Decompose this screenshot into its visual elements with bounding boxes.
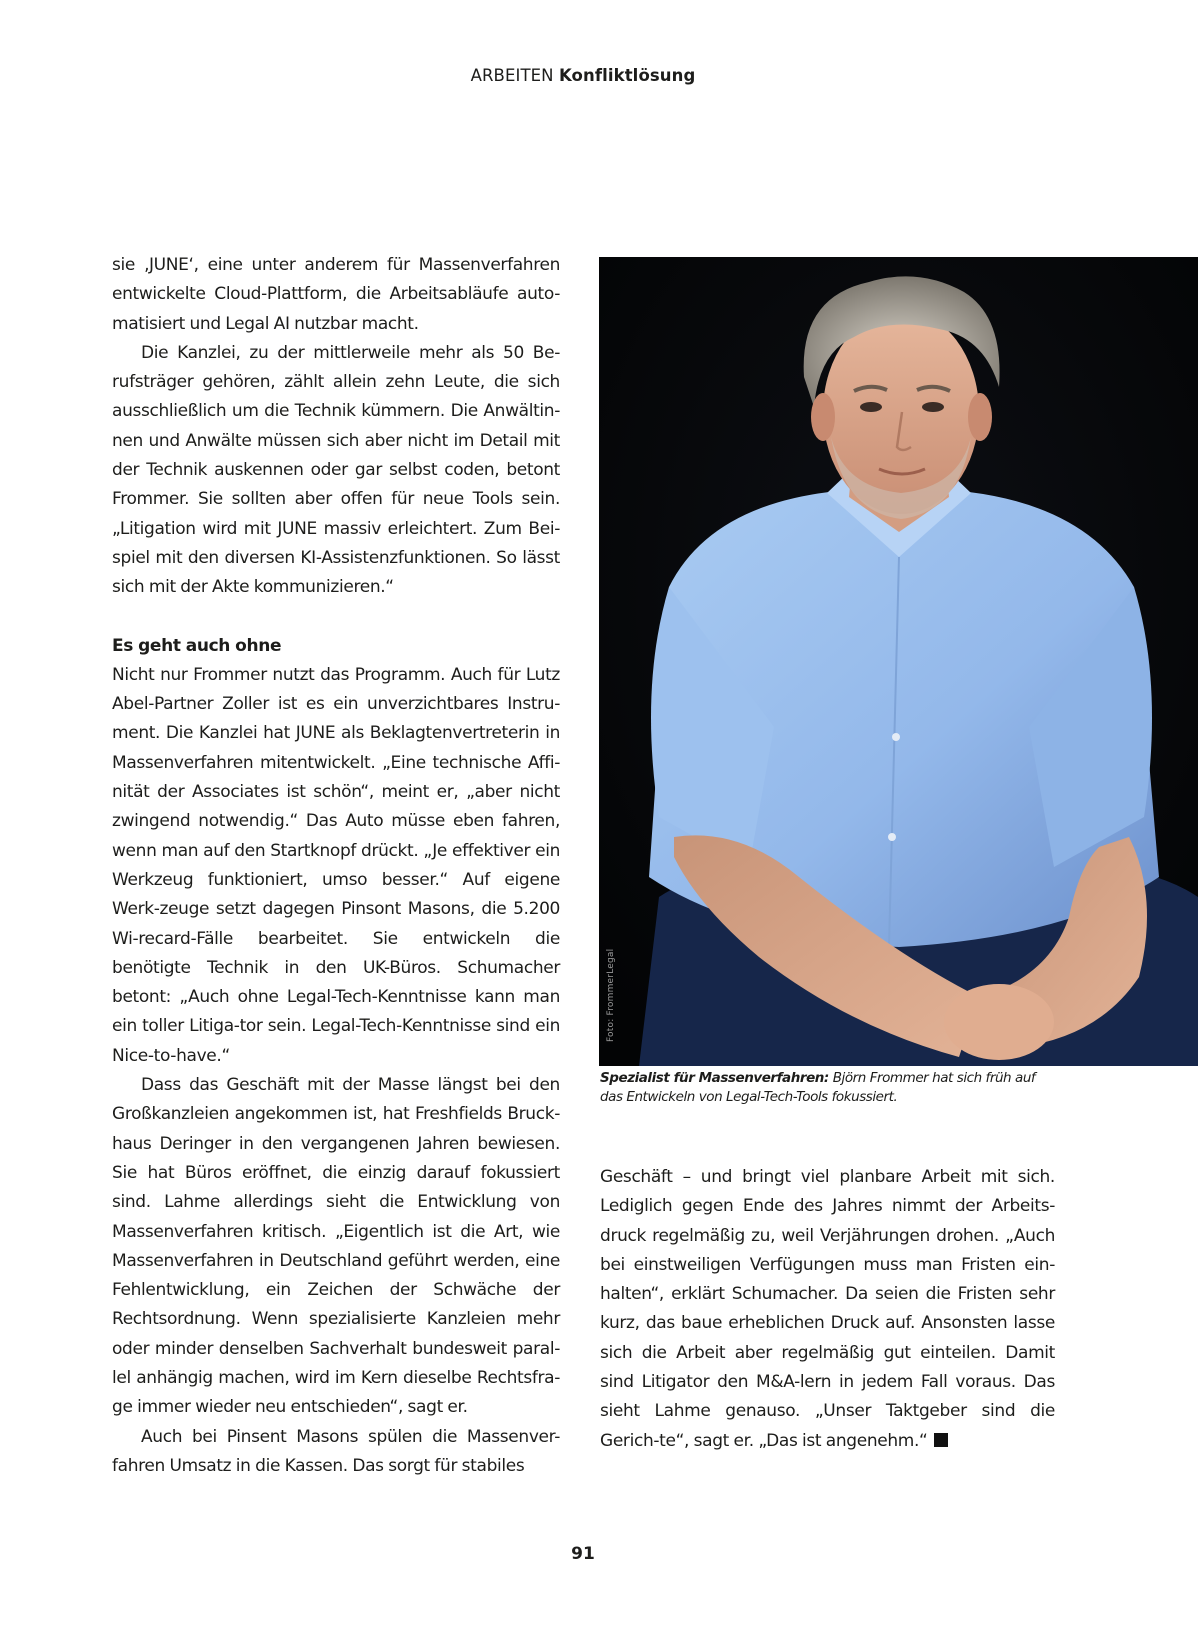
page-number: 91	[571, 1544, 595, 1564]
portrait-photo	[599, 257, 1198, 1066]
portrait-illustration	[599, 257, 1198, 1066]
paragraph: Auch bei Pinsent Masons spülen die Massenver-fahren Umsatz in die Kassen. Das sorgt für stabiles	[112, 1426, 560, 1476]
paragraph: Die Kanzlei, zu der mittlerweile mehr als 50 Be-rufsträger gehören, zählt allein zehn Leute, die sich ausschließlich um die Technik kümmern. Die Anwältin-nen und Anwälte müssen sich aber nicht im Detail mit der Technik auskennen oder gar selbst coden, betont Frommer. Sie sollten aber offen für neue Tools sein. „Litigation wird mit JUNE massiv erleichtert. Zum Bei-spiel mit den diversen KI-Assistenzfunktionen. So lässt sich mit der Akte kommunizieren.“	[112, 342, 560, 598]
caption-text: Björn Frommer hat sich früh auf das Entwickeln von Legal-Tech-Tools fokussiert.	[600, 1070, 1036, 1105]
header-section: ARBEITEN	[470, 66, 554, 85]
paragraph: Nicht nur Frommer nutzt das Programm. Auch für Lutz Abel-Partner Zoller ist es ein unverzichtbares Instru-ment. Die Kanzlei hat JUNE als Beklagtenvertreterin in Massenverfahren mitentwickelt. „Eine technische Affi-nität der Associates ist schön“, meint er, „aber nicht zwingend notwendig.“ Das Auto müsse eben fahren, wenn man auf den Startknopf drückt. „Je effektiver ein Werkzeug funktioniert, umso besser.“ Auf eigene Werk-zeuge setzt dagegen Pinsont Masons, die 5.200 Wi-recard-Fälle bearbeitet. Sie entwickeln die benötigte Technik in den UK-Büros. Schumacher betont: „Auch ohne Legal-Tech-Kenntnisse kann man ein toller Litiga-tor sein. Legal-Tech-Kenntnisse sind ein Nice-to-have.“	[112, 664, 560, 1066]
header-topic: Konfliktlösung	[558, 66, 696, 85]
article-left-column	[112, 251, 560, 1481]
paragraph-text: Geschäft – und bringt viel planbare Arbeit mit sich. Lediglich gegen Ende des Jahres nimmt der Arbeits-druck regelmäßig zu, weil Verjährungen drohen. „Auch bei einstweiligen Verfügungen muss man Fristen ein-halten“, erklärt Schumacher. Da seien die Fristen sehr kurz, das baue erheblichen Druck auf. Ansonsten lasse sich die Arbeit aber regelmäßig gut einteilen. Damit sind Litigator den M&A-lern in jedem Fall voraus. Das sieht Lahme genauso. „Unser Taktgeber sind die Gerich-te“, sagt er. „Das ist angenehm.“	[600, 1167, 1055, 1451]
paragraph	[600, 1163, 1055, 1456]
running-header	[0, 66, 1166, 85]
caption-title: Spezialist für Massenverfahren:	[600, 1070, 829, 1086]
photo-caption	[600, 1069, 1060, 1107]
paragraph: Dass das Geschäft mit der Masse längst bei den Großkanzleien angekommen ist, hat Freshfields Bruck-haus Deringer in den vergangenen Jahren bewiesen. Sie hat Büros eröffnet, die einzig darauf fokussiert sind. Lahme allerdings sieht die Entwicklung von Massenverfahren kritisch. „Eigentlich ist die Art, wie Massenverfahren in Deutschland geführt werden, eine Fehlentwicklung, ein Zeichen der Schwäche der Rechtsordnung. Wenn spezialisierte Kanzleien mehr oder minder denselben Sachverhalt bundesweit paral-lel anhängig machen, wird im Kern dieselbe Rechtsfra-ge immer wieder neu entschieden“, sagt er.	[112, 1075, 560, 1418]
end-of-article-mark	[934, 1433, 948, 1447]
subheading: Es geht auch ohne	[112, 635, 282, 656]
article-right-column	[600, 1163, 1055, 1456]
photo-credit: Foto: FrommerLegal	[606, 948, 616, 1042]
paragraph: sie ‚JUNE‘, eine unter anderem für Massenverfahren entwickelte Cloud-Plattform, die Arbeitsabläufe auto-matisiert und Legal AI nutzbar macht.	[112, 255, 560, 334]
